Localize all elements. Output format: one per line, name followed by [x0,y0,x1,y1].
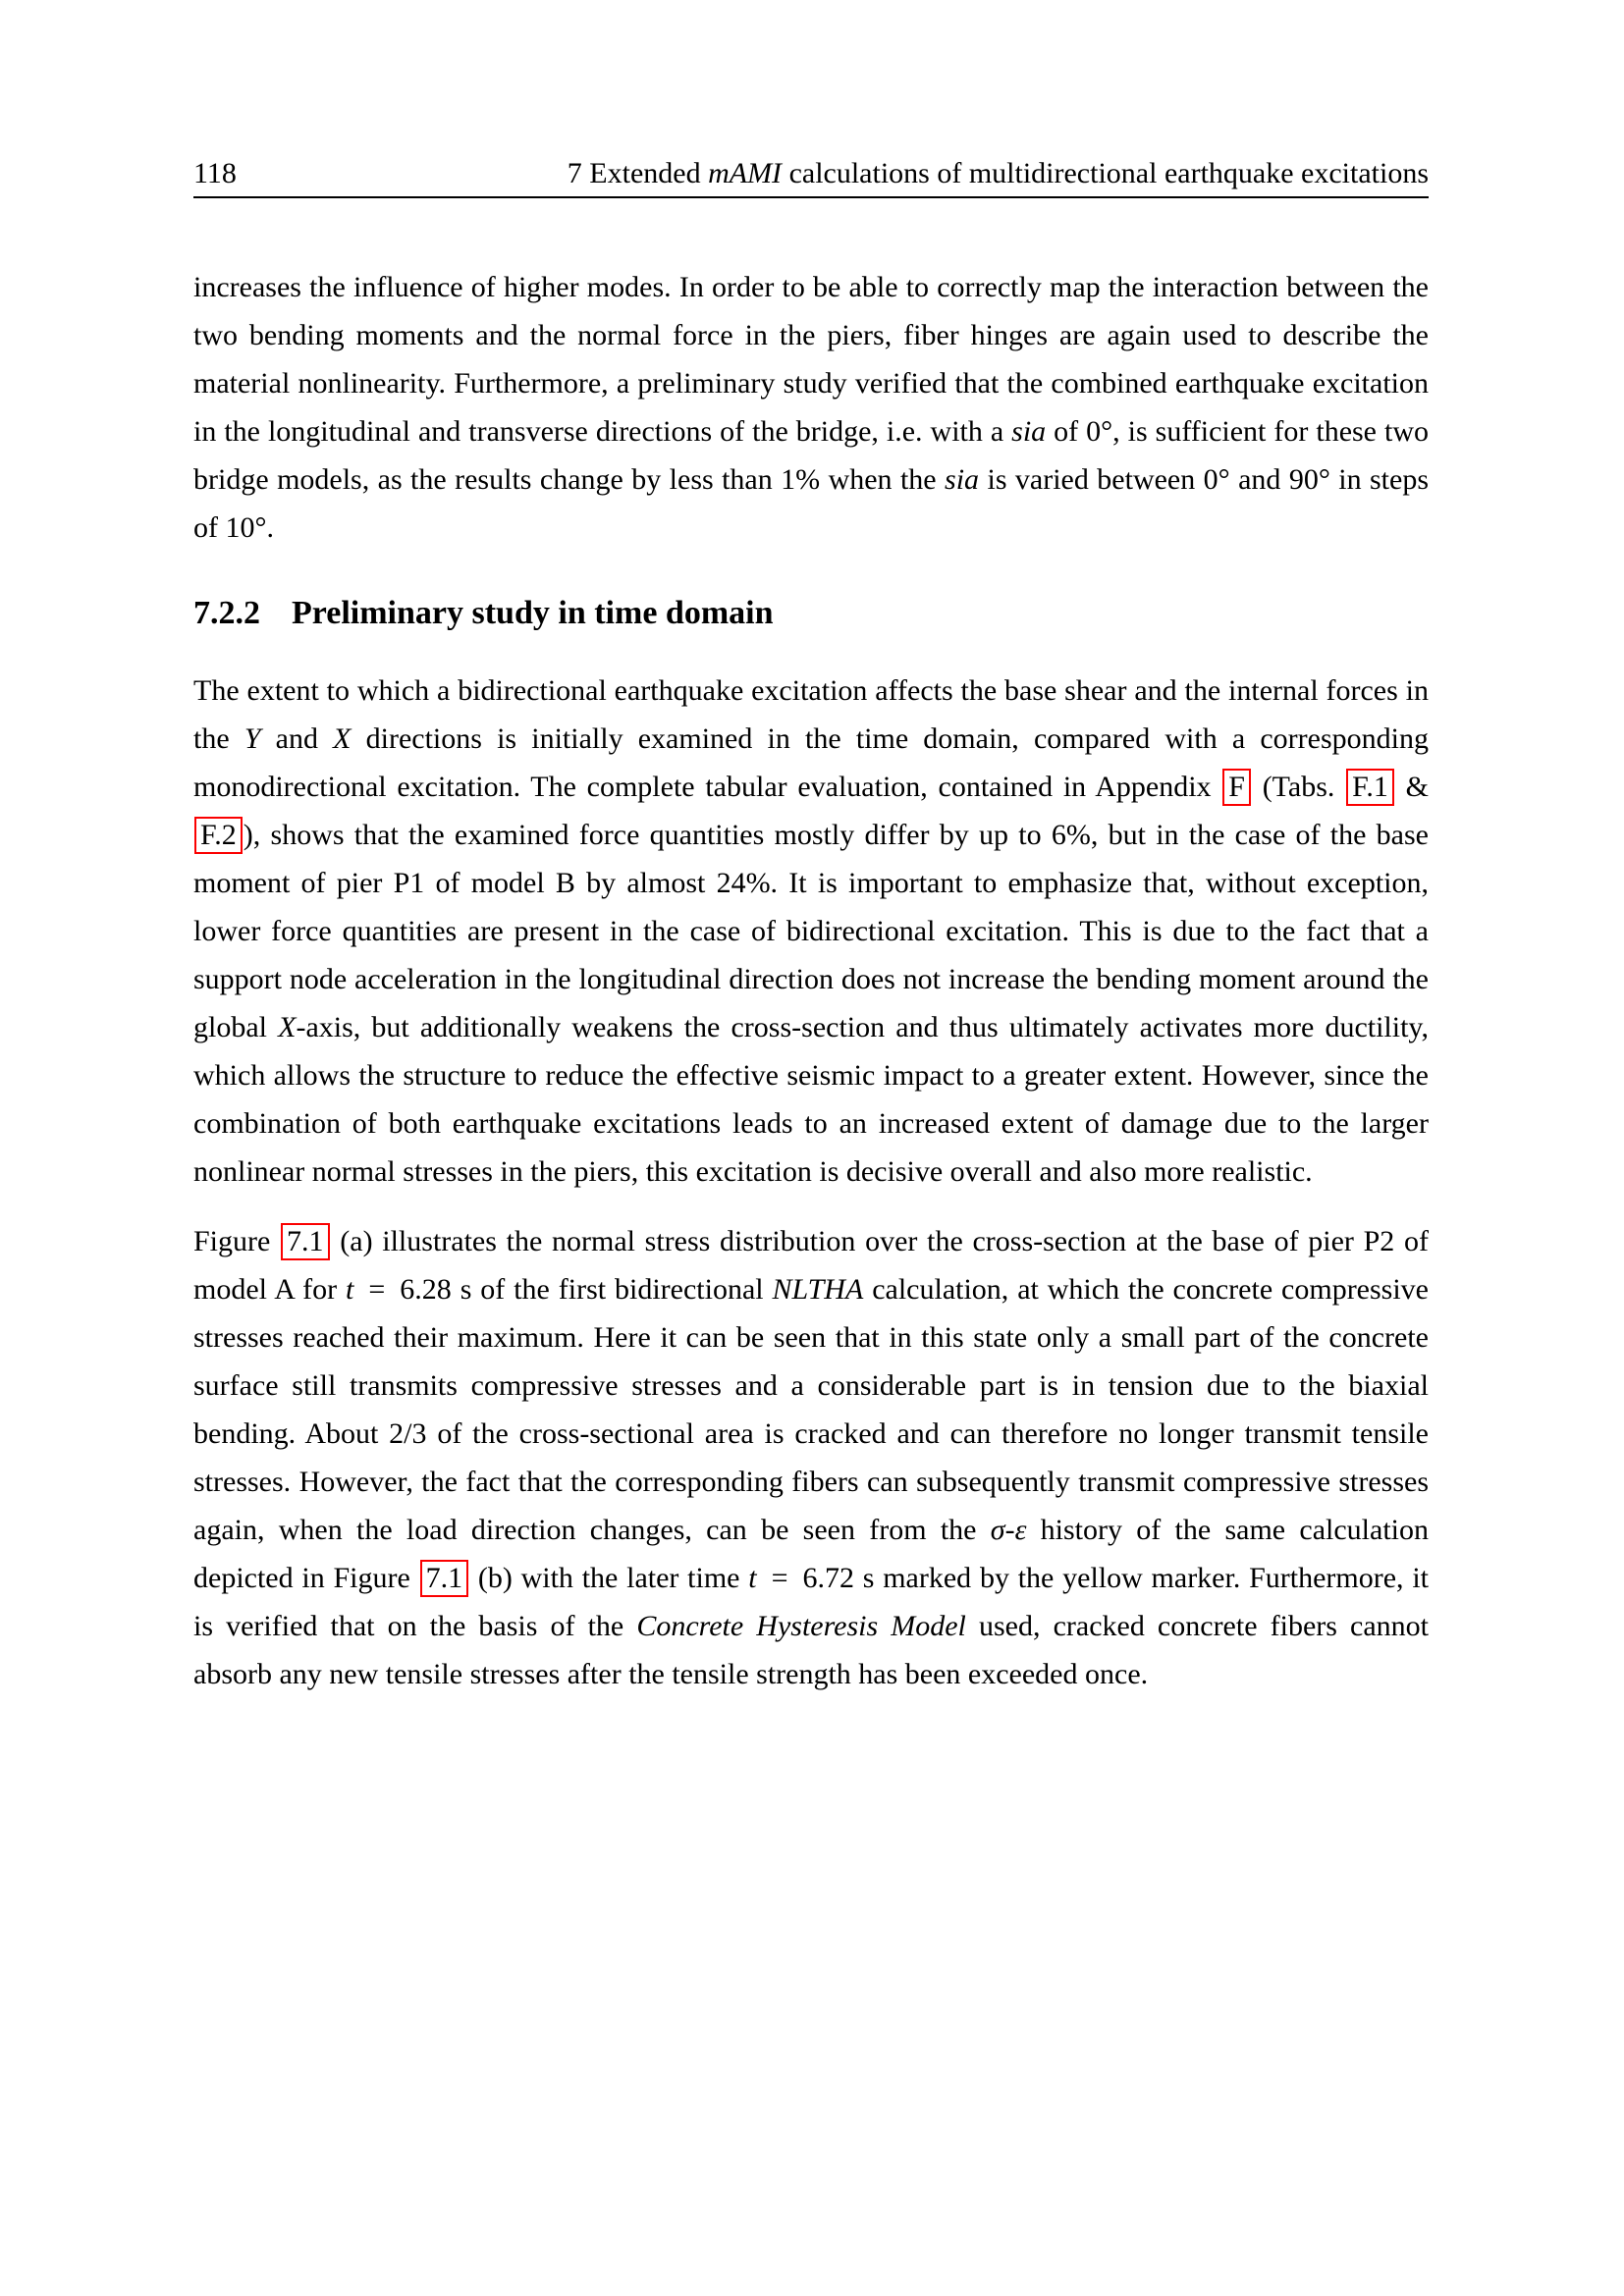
page-header [193,0,1429,198]
text-segment: Concrete Hysteresis Model [636,1610,966,1642]
text-segment: sia [945,463,980,496]
text-segment: sia [1011,415,1047,448]
paragraph-time-domain-study [193,667,1429,1196]
paragraph-intro [193,263,1429,552]
text-segment: increases the influence of higher modes. In order to be able to correctly map the interaction between the two bending moments and the normal force in the piers, fiber hinges are again used to describe the material nonlinearity. Furthermore, a preliminary study verified that the combined earthquake excitation in the longitudinal and transverse directions of the bridge, i.e. with a [193,271,1429,448]
section-title: Preliminary study in time domain [292,595,774,631]
text-segment: 7 Extended [567,157,709,189]
text-segment: Y [244,722,261,755]
text-segment: (Tabs. [1251,771,1346,803]
ref-link-table-F-1[interactable]: F.1 [1346,769,1394,806]
section-heading [193,592,1429,635]
text-segment: and [260,722,334,755]
ref-link-table-F-2[interactable]: F.2 [194,817,243,854]
text-segment: & [1394,771,1429,803]
text-segment: calculation, at which the concrete compressive stresses reached their maximum. Here it can be seen that in this state only a small part of the concrete surface still transmits compressive stresses and a considerable part is in tension due to the biaxial bending. About 2/3 of the cross-sectional area is cracked and can therefore no longer transmit tensile stresses. However, the fact that the corresponding fibers can subsequently transmit compressive stresses again, when the load direction changes, can be seen from the [193,1273,1430,1546]
text-segment: X [278,1011,297,1043]
text-segment: history of the same calculation depicted in Figure [193,1514,1429,1594]
text-segment: t [346,1273,354,1306]
text-segment: σ-ε [990,1514,1027,1546]
text-segment: -axis, but additionally weakens the cross-section and thus ultimately activates more ductility, which allows the structure to reduce the effective seismic impact to a greater extent. However, since the combination of both earthquake excitations leads to an increased extent of damage due to the larger nonlinear normal stresses in the piers, this excitation is decisive overall and also more realistic. [193,1011,1429,1188]
ref-link-figure-7-1-a[interactable]: 7.1 [281,1223,330,1260]
text-segment: of 0°, is sufficient for these two bridge models, as the results change by less than 1% when the [193,415,1429,496]
text-segment: calculations of multidirectional earthquake excitations [782,157,1429,189]
text-segment: (b) with the later time [469,1562,749,1594]
page-number: 118 [193,157,237,189]
text-segment: The extent to which a bidirectional earthquake excitation affects the base shear and the internal forces in the [193,674,1429,755]
text-segment: used, cracked concrete fibers cannot absorb any new tensile stresses after the tensile strength has been exceeded once. [193,1610,1429,1690]
ref-link-figure-7-1-b[interactable]: 7.1 [420,1560,469,1597]
text-segment: Figure [193,1225,281,1257]
text-segment: = 6.28 s of the first bidirectional [353,1273,773,1306]
text-segment: mAMI [708,157,783,189]
ref-link-appendix-F[interactable]: F [1222,769,1251,806]
text-segment: t [748,1562,757,1594]
text-segment: = 6.72 s marked by the yellow marker. Furthermore, it is verified that on the basis of the [193,1562,1429,1642]
text-segment: ), shows that the examined force quantities mostly differ by up to 6%, but in the case of the base moment of pier P1 of model B by almost 24%. It is important to emphasize that, without exception, lower force quantities are present in the case of bidirectional excitation. This is due to the fact that a support node acceleration in the longitudinal direction does not increase the bending moment around the global [193,819,1429,1043]
text-segment: X [333,722,352,755]
text-segment: directions is initially examined in the time domain, compared with a corresponding monodirectional excitation. The complete tabular evaluation, contained in Appendix [193,722,1429,803]
running-chapter-title [568,158,1429,189]
text-segment: (a) illustrates the normal stress distribution over the cross-section at the base of pier P2 of model A for [193,1225,1430,1306]
text-segment: is varied between 0° and 90° in steps of 10°. [193,463,1429,544]
section-number: 7.2.2 [193,595,260,631]
paragraph-figure-discussion [193,1217,1429,1698]
text-segment: NLTHA [772,1273,864,1306]
page-body [193,263,1429,1698]
